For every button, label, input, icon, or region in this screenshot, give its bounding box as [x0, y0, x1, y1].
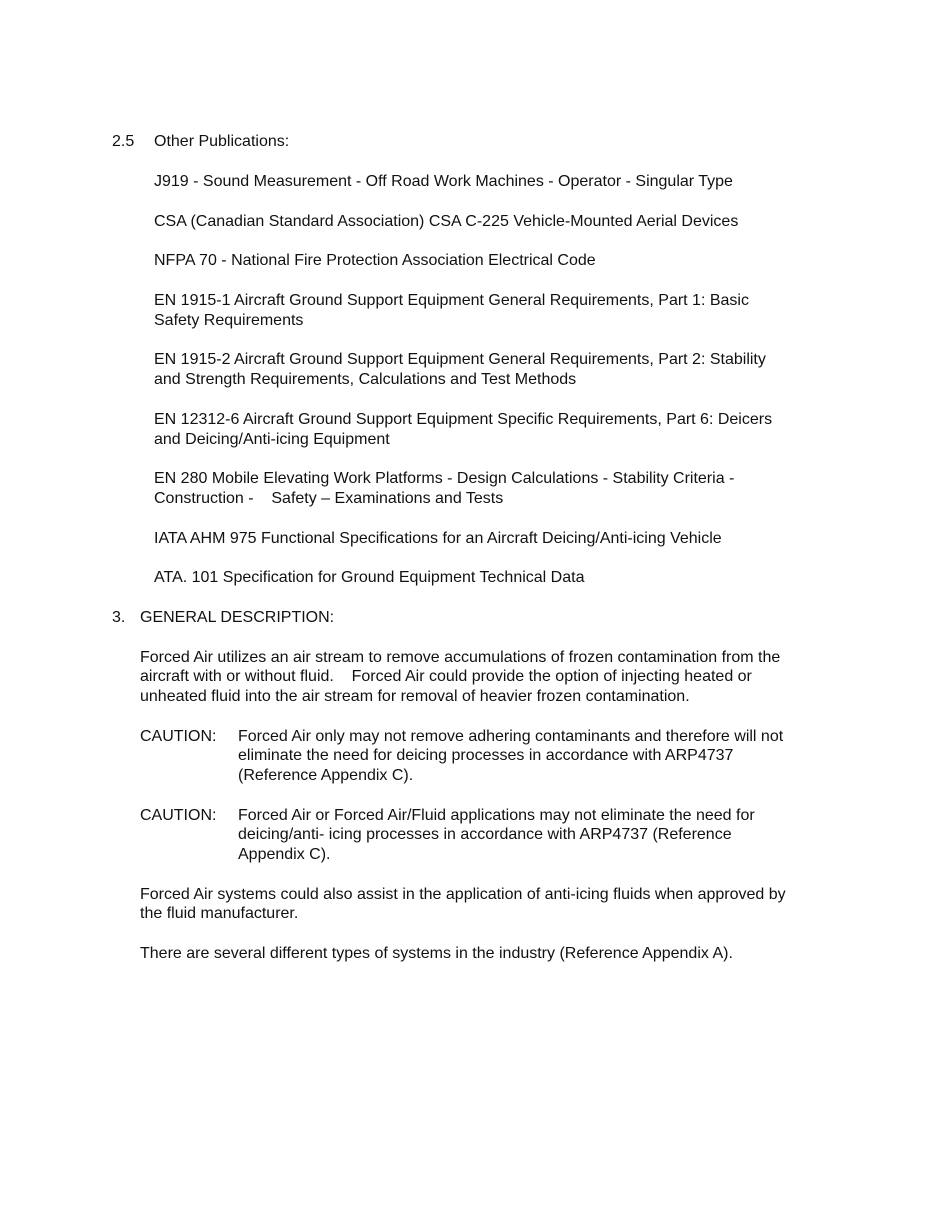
caution-line: deicing/anti- icing processes in accordance with ARP4737 (Reference	[238, 826, 732, 843]
publication-csa: CSA (Canadian Standard Association) CSA C-225 Vehicle-Mounted Aerial Devices	[154, 213, 739, 230]
publication-line: and Deicing/Anti-icing Equipment	[154, 431, 390, 448]
general-description-paragraph-3: There are several different types of systems in the industry (Reference Appendix A).	[140, 945, 733, 962]
publication-line: and Strength Requirements, Calculations and Test Methods	[154, 371, 577, 388]
publication-line: EN 12312-6 Aircraft Ground Support Equipment Specific Requirements, Part 6: Deicers	[154, 411, 773, 428]
section-3-number: 3.	[112, 609, 126, 626]
caution-line: (Reference Appendix C).	[238, 767, 414, 784]
caution-line: Forced Air or Forced Air/Fluid applications may not eliminate the need for	[238, 807, 755, 824]
publication-ata-101: ATA. 101 Specification for Ground Equipment Technical Data	[154, 569, 585, 586]
paragraph-line: the fluid manufacturer.	[140, 905, 299, 922]
paragraph-line: unheated fluid into the air stream for removal of heavier frozen contamination.	[140, 688, 690, 705]
publication-line: Safety Requirements	[154, 312, 304, 329]
publication-line: Construction - Safety – Examinations and Tests	[154, 490, 504, 507]
publication-line: EN 280 Mobile Elevating Work Platforms - Design Calculations - Stability Criteria -	[154, 470, 735, 487]
publication-nfpa: NFPA 70 - National Fire Protection Association Electrical Code	[154, 252, 596, 269]
caution-line: Forced Air only may not remove adhering contaminants and therefore will not	[238, 728, 784, 745]
publication-line: EN 1915-2 Aircraft Ground Support Equipment General Requirements, Part 2: Stability	[154, 351, 766, 368]
caution-label: CAUTION:	[140, 728, 217, 745]
paragraph-line: Forced Air utilizes an air stream to remove accumulations of frozen contamination from the	[140, 649, 781, 666]
publication-iata-ahm-975: IATA AHM 975 Functional Specifications for an Aircraft Deicing/Anti-icing Vehicle	[154, 530, 722, 547]
section-2-5-number: 2.5	[112, 133, 135, 150]
section-2-5-title: Other Publications:	[154, 133, 290, 150]
paragraph-line: Forced Air systems could also assist in the application of anti-icing fluids when approved by	[140, 886, 786, 903]
publication-line: EN 1915-1 Aircraft Ground Support Equipment General Requirements, Part 1: Basic	[154, 292, 749, 309]
caution-label: CAUTION:	[140, 807, 217, 824]
paragraph-line: aircraft with or without fluid. Forced Air could provide the option of injecting heated or	[140, 668, 752, 685]
section-3-title: GENERAL DESCRIPTION:	[140, 609, 335, 626]
caution-line: Appendix C).	[238, 846, 331, 863]
caution-line: eliminate the need for deicing processes in accordance with ARP4737	[238, 747, 734, 764]
publication-j919: J919 - Sound Measurement - Off Road Work Machines - Operator - Singular Type	[154, 173, 733, 190]
